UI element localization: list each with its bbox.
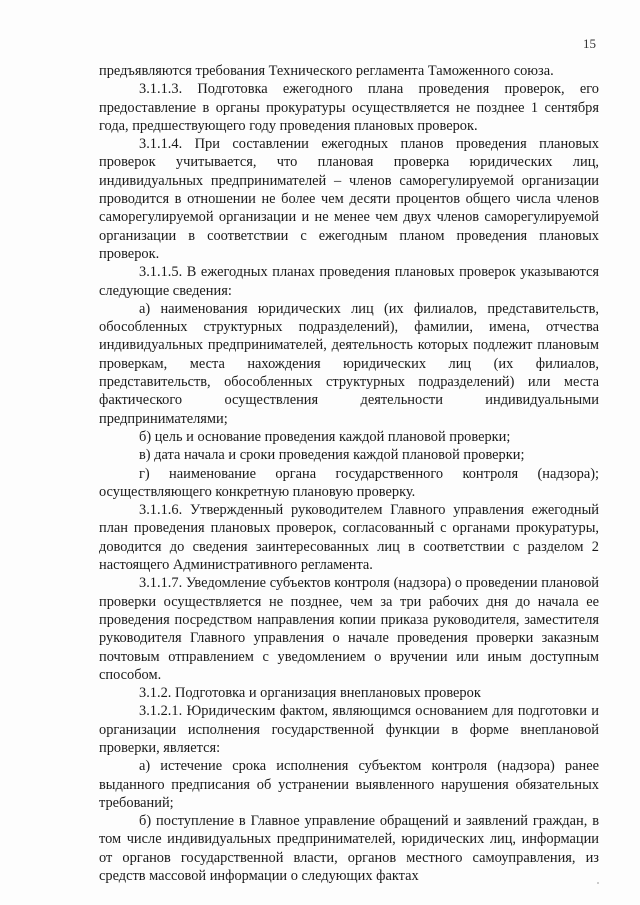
paragraph: а) истечение срока исполнения субъектом контроля (надзора) ранее выданного предписания об устранении выявленного нарушения обязательных требований; <box>99 758 599 811</box>
document-body <box>99 62 599 885</box>
paragraph: б) поступление в Главное управление обращений и заявлений граждан, в том числе индивидуальных предпринимателей, юридических лиц, информации от органов государственной власти, органов местного самоуправления, из средств массовой информации о следующих фактах <box>99 813 599 885</box>
paragraph: 3.1.1.3. Подготовка ежегодного плана проведения проверок, его предоставление в органы прокуратуры осуществляется не позднее 1 сентября года, предшествующего году проведения плановых проверок. <box>99 81 599 134</box>
paragraph: 3.1.1.7. Уведомление субъектов контроля (надзора) о проведении плановой проверки осуществляется не позднее, чем за три рабочих дня до начала ее проведения посредством направления копии приказа руководителя, заместителя руководителя Главного управления о начале проведения проверки заказным почтовым отправлением с уведомлением о вручении или иным доступным способом. <box>99 575 599 683</box>
paragraph: предъявляются требования Технического регламента Таможенного союза. <box>99 63 554 79</box>
paragraph: в) дата начала и сроки проведения каждой плановой проверки; <box>139 447 525 464</box>
scan-speck <box>597 882 599 884</box>
page-number: 15 <box>583 36 596 51</box>
paragraph: 3.1.2. Подготовка и организация внеплановых проверок <box>139 685 481 702</box>
paragraph: 3.1.1.5. В ежегодных планах проведения плановых проверок указываются следующие сведения: <box>99 264 599 299</box>
paragraph: г) наименование органа государственного контроля (надзора); осуществляющего конкретную плановую проверку. <box>99 465 599 500</box>
paragraph: 3.1.2.1. Юридическим фактом, являющимся основанием для подготовки и организации исполнения государственной функции в форме внеплановой проверки, является: <box>99 703 599 756</box>
paragraph: 3.1.1.4. При составлении ежегодных планов проведения плановых проверок учитывается, что плановая проверка юридических лиц, индивидуальных предпринимателей – членов саморегулируемой организации проводится в отношении не более чем десяти процентов общего числа членов саморегулируемой организации и не менее чем двух членов саморегулируемой организации в соответствии с ежегодным планом проведения плановых проверок. <box>99 136 599 262</box>
paragraph: а) наименования юридических лиц (их филиалов, представительств, обособленных структурных подразделений), фамилии, имена, отчества индивидуальных предпринимателей, деятельность которых подлежит плановым проверкам, места нахождения юридических лиц (их филиалов, представительств, обособленных структурных подразделений) или места фактического осуществления деятельности индивидуальными предпринимателями; <box>99 300 599 427</box>
paragraph: 3.1.1.6. Утвержденный руководителем Главного управления ежегодный план проведения плановых проверок, согласованный с органами прокуратуры, доводится до сведения заинтересованных лиц в соответствии с разделом 2 настоящего Административного регламента. <box>99 502 599 574</box>
paragraph: б) цель и основание проведения каждой плановой проверки; <box>139 428 511 445</box>
